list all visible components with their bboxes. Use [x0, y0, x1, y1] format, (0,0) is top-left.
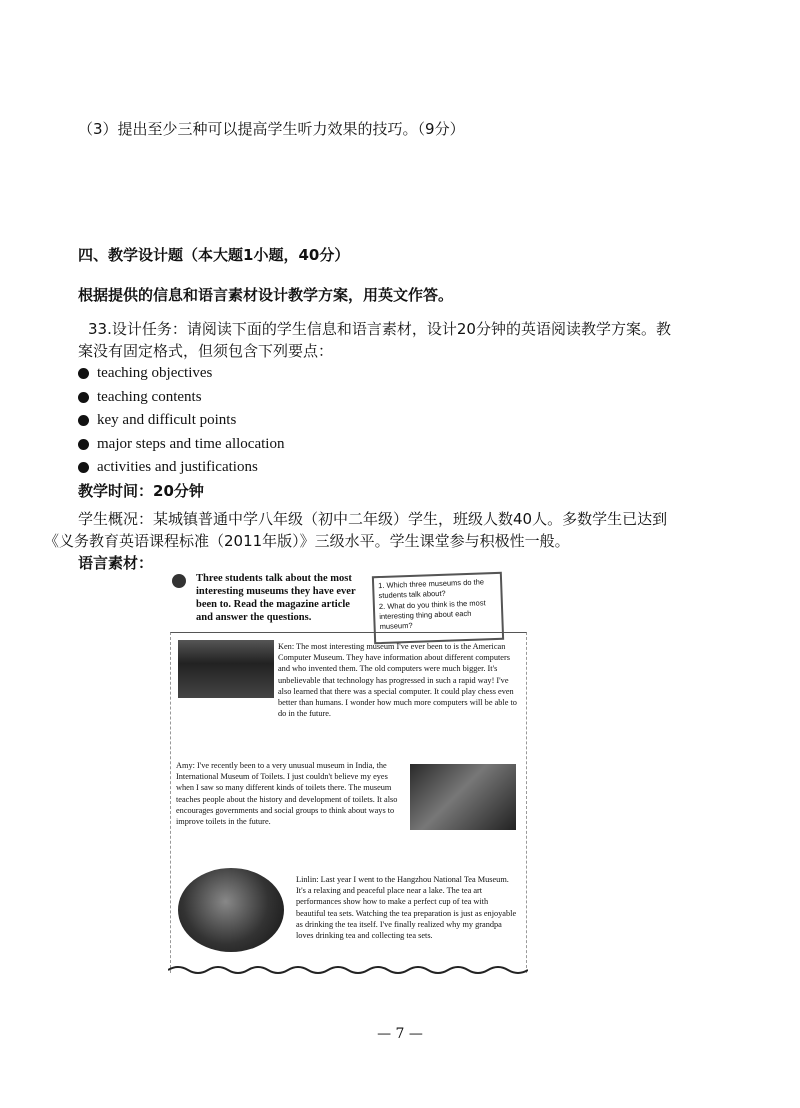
student-profile-line2: 《义务教育英语课程标准（2011年版）》三级水平。学生课堂参与积极性一般。 — [44, 532, 570, 550]
student-profile-line1: 学生概况：某城镇普通中学八年级（初中二年级）学生，班级人数40人。多数学生已达到 — [78, 510, 668, 528]
section-4-instruction: 根据提供的信息和语言素材设计教学方案，用英文作答。 — [78, 286, 454, 304]
question-33-line1: 33.设计任务：请阅读下面的学生信息和语言素材，设计20分钟的英语阅读教学方案。教 — [88, 320, 671, 338]
page-number: — 7 — — [377, 1026, 423, 1042]
question-3: （3）提出至少三种可以提高学生听力效果的技巧。（9分） — [78, 120, 465, 138]
bullet-icon — [78, 415, 89, 426]
teaching-time: 教学时间：20分钟 — [78, 482, 204, 500]
bullet-icon — [78, 439, 89, 450]
amy-paragraph: Amy: I've recently been to a very unusual museum in India, the International Museum of Toilets. I just couldn't believe my eyes when I saw so many different kinds of toilets there. The museum teaches people about the history and development of toilets. It also encourages governments and social groups to think about ways to improve toilets in the future. — [176, 761, 398, 827]
materials-label: 语言素材： — [78, 554, 154, 572]
decorative-wave — [168, 962, 528, 976]
list-item: key and difficult points — [78, 409, 284, 433]
bullet-icon — [78, 462, 89, 473]
question-2: 2. What do you think is the most interesting thing about each museum? — [378, 598, 486, 632]
computer-museum-photo — [178, 640, 274, 698]
list-item: activities and justifications — [78, 456, 284, 480]
list-item: teaching contents — [78, 386, 284, 410]
magazine-article — [168, 570, 528, 990]
ken-paragraph: Ken: The most interesting museum I've ever been to is the American Computer Museum. They have information about different computers and who invented them. The old computers were much bigger. It's unbelievable that technology has progressed in such a rapid way! I've also learned that there was a special computer. It could play chess even better than humans. I wonder how much more computers will be able to do in the future. — [278, 642, 517, 719]
question-1: 1. Which three museums do the students talk about? — [378, 577, 485, 601]
list-item: major steps and time allocation — [78, 433, 284, 457]
list-item: teaching objectives — [78, 362, 284, 386]
bullet-icon — [78, 368, 89, 379]
section-marker-icon — [172, 574, 186, 588]
section-4-title: 四、教学设计题（本大题1小题，40分） — [78, 246, 350, 264]
magazine-intro: Three students talk about the most interesting museums they have ever been to. Read the magazine article and answer the questions. — [196, 573, 356, 623]
bullet-icon — [78, 392, 89, 403]
linlin-paragraph: Linlin: Last year I went to the Hangzhou National Tea Museum. It's a relaxing and peaceful place near a lake. The tea art performances show how to make a perfect cup of tea with beautiful tea sets. Watching the tea preparation is just as enjoyable as drinking the tea itself. I've finally realized why my grandpa loves drinking tea and collecting tea sets. — [296, 875, 517, 941]
tea-museum-photo — [178, 868, 284, 952]
toilet-museum-photo — [410, 764, 516, 830]
question-33-line2: 案没有固定格式，但须包含下列要点： — [78, 342, 334, 360]
required-points-list — [78, 362, 284, 480]
